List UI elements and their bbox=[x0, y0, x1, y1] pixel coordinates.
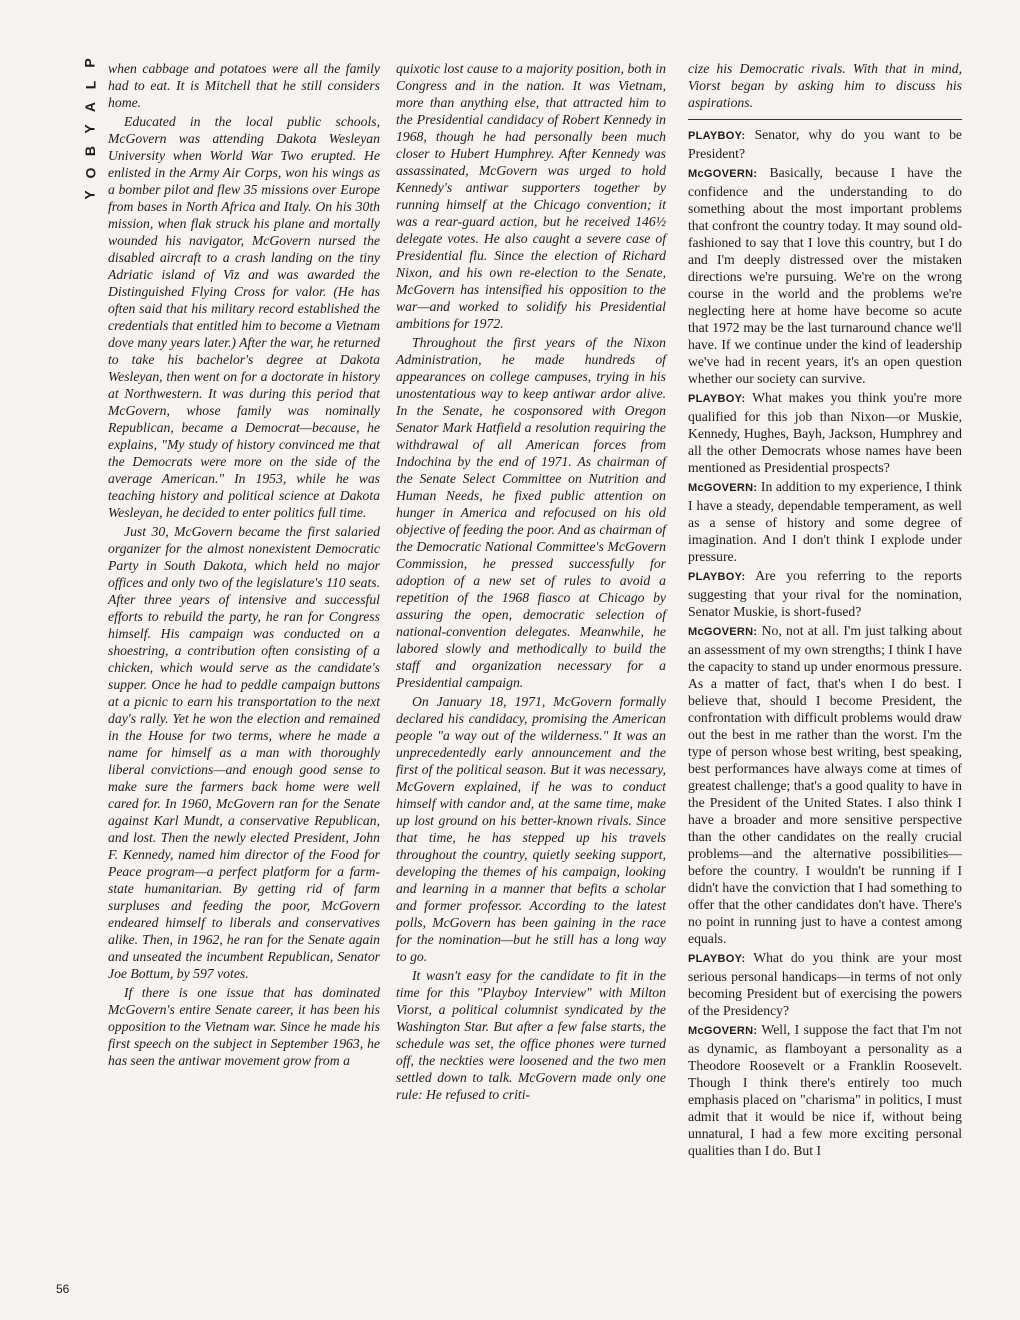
masthead-letter: B bbox=[82, 145, 98, 157]
speaker-label: McGOVERN: bbox=[688, 626, 758, 638]
paragraph: On January 18, 1971, McGovern formally declared his candidacy, promising the American people "a way out of the wilderness." It was an unprecedentedly early announcement and the first of the political season. But it was necessary, McGovern explained, if he was to conduct himself with candor and, at the same time, make up lost ground on his better-known rivals. Since that time, he has stepped up his travels throughout the country, quietly seeking support, developing the themes of his campaign, looking and learning in a manner that befits a scholar and former professor. According to the latest polls, McGovern has been gaining in the race for the nomination—but he still has a long way to go. bbox=[396, 694, 666, 964]
speaker-label: McGOVERN: bbox=[688, 482, 758, 494]
masthead-letter: L bbox=[82, 80, 98, 90]
speaker-label: PLAYBOY: bbox=[688, 393, 746, 405]
paragraph: Throughout the first years of the Nixon Administration, he made hundreds of appearances on college campuses, trying in his unostentatious way to keep antiwar ardor alive. In the Senate, he cosponsored with Oregon Senator Mark Hatfield a resolution requiring the withdrawal of all American forces from Indochina by the end of 1971. As chairman of the Senate Select Committee on Nutrition and Human Needs, he fixed public attention on hunger in America and refocused on his old objective of feeding the poor. And as chairman of the Democratic National Committee's McGovern Commission, he pressed successfully for adoption of a new set of rules to avoid a repetition of the 1968 fiasco at Chicago by assuring the open, democratic selection of national-convention delegates. Meanwhile, he labored slowly and methodically to build the staff and organization necessary for a Presidential campaign. bbox=[396, 335, 666, 690]
interview-text: What makes you think you're more qualified for this job than Nixon—or Muskie, Kennedy, Hughes, Bayh, Jackson, Humphrey and all the other Democrats whose names have been mentioned as Presidential prospects? bbox=[688, 390, 962, 475]
interview-text: Well, I suppose the fact that I'm not as dynamic, as flamboyant a personality as a Theodore Roosevelt or a Franklin Roosevelt. Though I think there's entirely too much emphasis placed on "charisma" in politics, I must admit that it would be nice if, without being unnatural, I had a few more exciting personal qualities than I do. But I bbox=[688, 1022, 962, 1158]
paragraph: cize his Democratic rivals. With that in mind, Viorst began by asking him to discuss his aspirations. bbox=[688, 61, 962, 110]
interview-text: No, not at all. I'm just talking about an assessment of my own strengths; I think I have the capacity to stand up under enormous pressure. As a matter of fact, that's when I do best. I believe that, should I become President, the confrontation with difficult problems would draw out the best in me rather than the worst. I'm the type of person whose best writing, best speaking, best performances have always come at times of greatest challenge; that's a good quality to have in the President of the United States. I also think I have a broader and more sensitive perspective than the other candidates on the really crucial problems—and the alternative possibilities—before the country. I wouldn't be running if I didn't have the conviction that I had something to offer that the other candidates don't have. There's no point in running just to have a contest among equals. bbox=[688, 623, 963, 946]
page-number: 56 bbox=[56, 1282, 70, 1296]
masthead-letter: A bbox=[82, 101, 98, 113]
magazine-masthead bbox=[80, 52, 100, 206]
interview-question bbox=[688, 389, 962, 476]
paragraph: quixotic lost cause to a majority position, both in Congress and in the nation. It was Vietnam, more than anything else, that attracted him to the Presidential candidacy of Robert Kennedy in 1968, though he had personally been much closer to Hubert Humphrey. After Kennedy was assassinated, McGovern was urged to hold Kennedy's antiwar supporters together by running himself at the Chicago convention; it was a rear-guard action, but he received 146½ delegate votes. He also caught a severe case of Presidential flu. Since the election of Richard Nixon, and his own re-election to the Senate, McGovern has intensified his opposition to the war—and worked to solidify his Presidential ambitions for 1972. bbox=[396, 61, 666, 331]
paragraph: It wasn't easy for the candidate to fit in the time for this "Playboy Interview" with Milton Viorst, a political columnist syndicated by the Washington Star. But after a few false starts, the schedule was set, the office phones were turned off, the neckties were loosened and the two men settled down to talk. McGovern made only one rule: He refused to criti- bbox=[396, 968, 666, 1102]
speaker-label: PLAYBOY: bbox=[688, 571, 746, 583]
speaker-label: McGOVERN: bbox=[688, 1025, 758, 1037]
interview-answer bbox=[688, 622, 962, 947]
interview-text: Senator, why do you want to be President? bbox=[688, 127, 962, 161]
interview-text: Are you referring to the reports suggesting that your rival for the nomination, Senator Muskie, is short-fused? bbox=[688, 568, 962, 619]
paragraph: Educated in the local public schools, McGovern was attending Dakota Wesleyan University when World War Two erupted. He enlisted in the Army Air Corps, won his wings as a bomber pilot and flew 35 missions over Europe from bases in North Africa and Italy. On his 30th mission, when flak struck his plane and mortally wounded his navigator, McGovern nursed the disabled aircraft to a crash landing on the tiny Adriatic island of Viz and was awarded the Distinguished Flying Cross for valor. (He has often said that his military record established the credentials that entitled him to become a Vietnam dove many years later.) After the war, he returned to take his bachelor's degree at Dakota Wesleyan, then went on for a doctorate in history at Northwestern. It was during this period that McGovern, whose family was nominally Republican, became a Democrat—because, he explains, "My study of history convinced me that the Democrats were more on the side of the average American." In 1953, while he was teaching history and political science at Dakota Wesleyan, he decided to enter politics full time. bbox=[108, 114, 380, 520]
speaker-label: PLAYBOY: bbox=[688, 953, 746, 965]
masthead-letter: Y bbox=[82, 190, 98, 200]
speaker-label: McGOVERN: bbox=[688, 168, 758, 180]
interview-text: Basically, because I have the confidence and the understanding to do something about the most important problems that confront the country today. It may sound old-fashioned to say that I love this country, but I do and I'm deeply distressed over the mistaken directions we're pursuing. We're on the wrong course in the world and the problems we're neglecting here at home have become so acute that 1972 may be the last turnaround chance we'll have. If we continue under the kind of leadership we've had in recent years, it's an open question whether our society can survive. bbox=[688, 165, 962, 386]
interview-answer bbox=[688, 478, 962, 565]
interview-answer bbox=[688, 164, 962, 387]
paragraph: when cabbage and potatoes were all the family had to eat. It is Mitchell that he still considers home. bbox=[108, 61, 380, 110]
text-column-1 bbox=[108, 60, 380, 1069]
intro-continuation bbox=[688, 60, 962, 111]
interview-question bbox=[688, 126, 962, 162]
interview-question bbox=[688, 949, 962, 1019]
paragraph: If there is one issue that has dominated McGovern's entire Senate career, it has been his opposition to the Vietnam war. Since he made his first speech on the subject in September 1963, he has seen the antiwar movement grow from a bbox=[108, 985, 380, 1068]
speaker-label: PLAYBOY: bbox=[688, 130, 746, 142]
interview-text: In addition to my experience, I think I have a steady, dependable temperament, as well as a sense of history and some degree of imagination. And I don't think I explode under pressure. bbox=[688, 479, 962, 564]
text-column-3 bbox=[688, 60, 962, 1159]
interview-text: What do you think are your most serious personal handicaps—in terms of not only becoming President but of exercising the powers of the Presidency? bbox=[688, 950, 962, 1018]
interview-answer bbox=[688, 1021, 962, 1159]
interview-question bbox=[688, 567, 962, 620]
section-rule bbox=[688, 119, 962, 120]
text-column-2 bbox=[396, 60, 666, 1103]
masthead-letter: O bbox=[81, 167, 98, 179]
masthead-letter: Y bbox=[82, 124, 98, 134]
paragraph: Just 30, McGovern became the first salaried organizer for the almost nonexistent Democratic Party in South Dakota, which held no major offices and only two of the legislature's 110 seats. After three years of intensive and successful efforts to rebuild the party, he ran for Congress himself. His campaign was conducted on a shoestring, a contribution often consisting of a chicken, which would serve as the candidate's supper. Once he had to peddle campaign buttons at a picnic to earn his transportation to the next day's rally. Yet he won the election and remained in the House for two terms, where he made a name for himself as a man with thoroughly liberal convictions—and enough good sense to make sure the farmers back home were well cared for. In 1960, McGovern ran for the Senate against Karl Mundt, a conservative Republican, and lost. Then the newly elected President, John F. Kennedy, named him director of the Food for Peace program—a perfect platform for a farm-state humanitarian. By getting rid of farm surpluses and feeding the poor, McGovern endeared himself to liberals and conservatives alike. Then, in 1962, he ran for the Senate again and unseated the incumbent Republican, Senator Joe Bottum, by 597 votes. bbox=[108, 524, 380, 981]
masthead-letter: P bbox=[82, 58, 98, 68]
